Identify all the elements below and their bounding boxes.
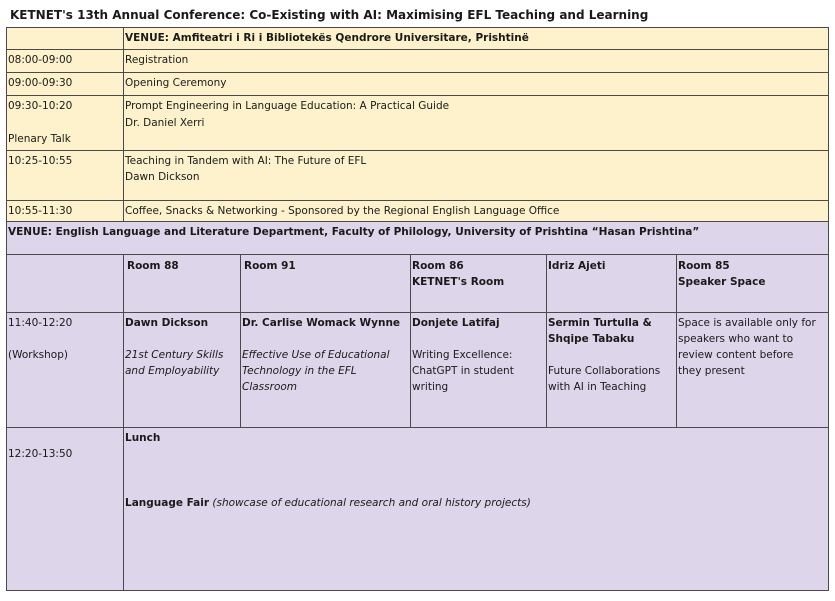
speaker-space-note-line2: speakers who want to bbox=[678, 333, 793, 345]
room-88-name: Room 88 bbox=[127, 260, 179, 272]
speaker-space-note-line3: review content before bbox=[678, 349, 794, 361]
opening-title: Opening Ceremony bbox=[125, 77, 227, 89]
session-presenter-idriz-ajeti-line1: Sermin Turtulla & bbox=[548, 317, 652, 329]
session-title-room-86-line1: Writing Excellence: bbox=[412, 349, 513, 361]
room-idriz-ajeti-name: Idriz Ajeti bbox=[548, 260, 606, 272]
plenary-note: Plenary Talk bbox=[8, 133, 71, 145]
schedule-row-opening-content bbox=[123, 72, 829, 96]
registration-time: 08:00-09:00 bbox=[8, 54, 73, 66]
keynote-speaker: Dawn Dickson bbox=[125, 171, 200, 183]
plenary-title: Prompt Engineering in Language Education: A Practical Guide bbox=[125, 100, 450, 112]
session-presenter-room-91: Dr. Carlise Womack Wynne bbox=[242, 317, 401, 329]
room-86-subtitle: KETNET's Room bbox=[412, 276, 505, 288]
session-title-room-91-line2: Technology in the EFL bbox=[242, 365, 357, 377]
session-presenter-idriz-ajeti-line2: Shqipe Tabaku bbox=[548, 333, 635, 345]
keynote-time: 10:25-10:55 bbox=[8, 155, 73, 167]
session-title-room-86-line2: ChatGPT in student bbox=[412, 365, 514, 377]
coffee-time: 10:55-11:30 bbox=[8, 205, 73, 217]
room-85-subtitle: Speaker Space bbox=[678, 276, 766, 288]
room-91-name: Room 91 bbox=[244, 260, 296, 272]
venue1-time-cell bbox=[6, 27, 124, 50]
plenary-time: 09:30-10:20 bbox=[8, 100, 73, 112]
plenary-speaker: Dr. Daniel Xerri bbox=[125, 117, 205, 129]
session-presenter-room-88: Dawn Dickson bbox=[125, 317, 209, 329]
page-title: KETNET's 13th Annual Conference: Co-Existing with AI: Maximising EFL Teaching and Learning bbox=[10, 8, 649, 22]
room-86-name: Room 86 bbox=[412, 260, 464, 272]
session-title-idriz-ajeti-line1: Future Collaborations bbox=[548, 365, 661, 377]
registration-title: Registration bbox=[125, 54, 189, 66]
session-title-room-91-line3: Classroom bbox=[242, 381, 298, 393]
language-fair bbox=[125, 495, 531, 511]
keynote-title: Teaching in Tandem with AI: The Future of EFL bbox=[125, 155, 367, 167]
workshop-label: (Workshop) bbox=[8, 349, 68, 361]
speaker-space-note-line1: Space is available only for bbox=[678, 317, 816, 329]
session-title-room-88-line1: 21st Century Skills bbox=[125, 349, 224, 361]
venue1-heading: VENUE: Amfiteatri i Ri i Bibliotekës Qendrore Universitare, Prishtinë bbox=[125, 32, 529, 44]
session-presenter-room-86: Donjete Latifaj bbox=[412, 317, 500, 329]
session-title-idriz-ajeti-line2: with AI in Teaching bbox=[548, 381, 647, 393]
schedule-row-registration-content bbox=[123, 49, 829, 73]
speaker-space-note-line4: they present bbox=[678, 365, 745, 377]
session-title-room-86-line3: writing bbox=[412, 381, 449, 393]
lunch-label: Lunch bbox=[125, 432, 161, 444]
room-85-name: Room 85 bbox=[678, 260, 730, 272]
session-title-room-91-line1: Effective Use of Educational bbox=[242, 349, 390, 361]
language-fair-description: (showcase of educational research and oral history projects) bbox=[212, 497, 531, 509]
rooms-row-label bbox=[6, 254, 124, 313]
lunch-time: 12:20-13:50 bbox=[8, 448, 73, 460]
session-title-room-88-line2: and Employability bbox=[125, 365, 220, 377]
opening-time: 09:00-09:30 bbox=[8, 77, 73, 89]
language-fair-label: Language Fair bbox=[125, 497, 210, 509]
venue2-heading: VENUE: English Language and Literature Department, Faculty of Philology, University of Prishtina “Hasan Prishtina” bbox=[8, 226, 700, 238]
workshop-time: 11:40-12:20 bbox=[8, 317, 73, 329]
coffee-title: Coffee, Snacks & Networking - Sponsored by the Regional English Language Office bbox=[125, 205, 560, 217]
